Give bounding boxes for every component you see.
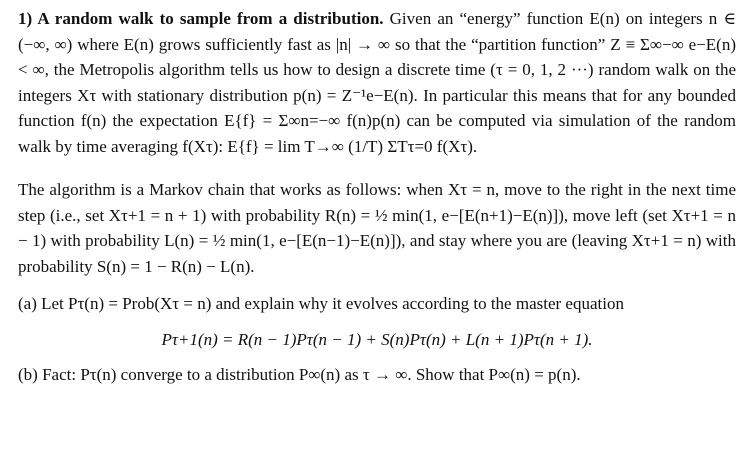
master-equation: Pτ+1(n) = R(n − 1)Pτ(n − 1) + S(n)Pτ(n) + L(n + 1)Pτ(n + 1).	[161, 329, 593, 349]
part-b-text: (b) Fact: Pτ(n) converge to a distribution P∞(n) as τ → ∞. Show that P∞(n) = p(n).	[18, 365, 581, 384]
part-a-text: (a) Let Pτ(n) = Prob(Xτ = n) and explain why it evolves according to the master equation	[18, 294, 624, 313]
problem-intro-paragraph	[18, 6, 736, 159]
problem-title: 1) A random walk to sample from a distribution.	[18, 9, 384, 28]
problem-intro-text: Given an “energy” function E(n) on integers n ∈ (−∞, ∞) where E(n) grows sufficiently fast as |n| → ∞ so that the “partition function” Z ≡ Σ∞−∞ e−E(n) < ∞, the Metropolis algorithm tells us how to design a discrete time (τ = 0, 1, 2 ···) random walk on the integers Xτ with stationary distribution p(n) = Z⁻¹e−E(n). In particular this means that for any bounded function f(n) the expectation E{f} = Σ∞n=−∞ f(n)p(n) can be computed via simulation of the random walk by time averaging f(Xτ): E{f} = lim T→∞ (1/T) ΣTτ=0 f(Xτ).	[18, 9, 736, 156]
algorithm-paragraph: The algorithm is a Markov chain that works as follows: when Xτ = n, move to the right in the next time step (i.e., set Xτ+1 = n + 1) with probability R(n) = ½ min(1, e−[E(n+1)−E(n)]), move left (set Xτ+1 = n − 1) with probability L(n) = ½ min(1, e−[E(n−1)−E(n)]), and stay where you are (leaving Xτ+1 = n) with probability S(n) = 1 − R(n) − L(n).	[18, 180, 736, 276]
